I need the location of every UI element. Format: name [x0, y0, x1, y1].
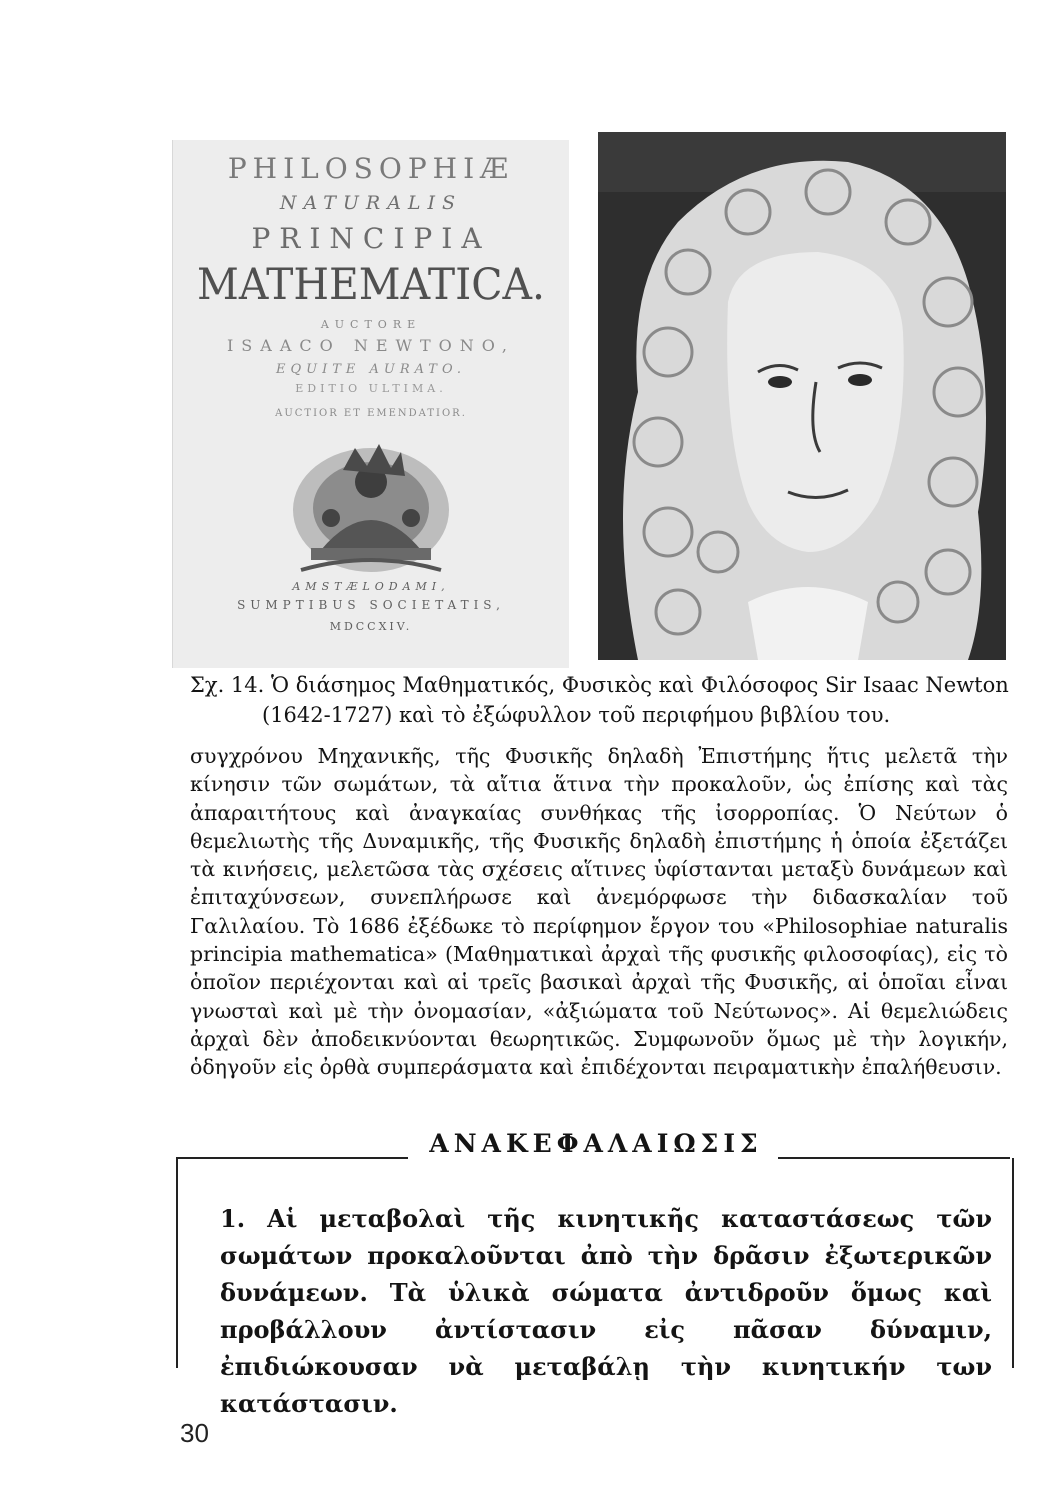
summary-heading: ΑΝΑΚΕΦΑΛΑΙΩΣΙΣ: [429, 1129, 763, 1158]
principia-title-page-image: [172, 140, 569, 668]
newton-portrait-image: [598, 132, 1006, 660]
figure-caption: [190, 670, 1010, 730]
summary-heading-bar: [176, 1127, 1010, 1161]
summary-box: [176, 1158, 1014, 1418]
title-page-line: NATURALIS: [279, 192, 463, 214]
page-number: 30: [180, 1418, 209, 1448]
title-page-line: ISAACO NEWTONO,: [226, 336, 515, 355]
title-page-line: AUCTIOR ET EMENDATIOR.: [275, 408, 467, 419]
caption-line: (1642-1727) καὶ τὸ ἐξώφυλλον τοῦ περιφήμου βιβλίου του.: [262, 703, 891, 727]
title-page-line: PHILOSOPHIÆ: [227, 152, 515, 185]
title-page-line: PRINCIPIA: [251, 222, 491, 255]
title-page-line: MDCCXIV.: [329, 620, 413, 633]
title-page-line: EDITIO ULTIMA.: [295, 382, 447, 395]
title-page-line: AUCTORE: [320, 318, 422, 331]
title-page-line: AMSTÆLODAMI,: [292, 580, 450, 593]
printer-emblem-engraving: [281, 430, 461, 580]
body-paragraph: συγχρόνου Μηχανικῆς, τῆς Φυσικῆς δηλαδὴ Ἐπιστήμης ἥτις μελετᾶ τὴν κίνησιν τῶν σωμάτων, τὰ αἴτια ἅτινα τὴν προκαλοῦν, ὡς ἐπίσης καὶ τὰς ἀπαραιτήτους καὶ ἀναγκαίας συνθήκας τῆς ἰσορροπίας. Ὁ Νεύτων ὁ θεμελιωτὴς τῆς Δυναμικῆς, τῆς Φυσικῆς δηλαδὴ ἐπιστήμης ἡ ὁποία ἐξετάζει τὰ κινήσεις, μελετῶσα τὰς σχέσεις αἵτινες ὑφίστανται μεταξὺ δυνάμεων καὶ ἐπιταχύνσεων, συνεπλήρωσε καὶ ἀνεμόρφωσε τὴν διδασκαλίαν τοῦ Γαλιλαίου. Τὸ 1686 ἐξέδωκε τὸ περίφημον ἔργον του «Philosophiae naturalis principia mathematica» (Μαθηματικαὶ ἀρχαὶ τῆς φυσικῆς φιλοσοφίας), εἰς τὸ ὁποῖον περιέχονται καὶ αἱ τρεῖς βασικαὶ ἀρχαὶ τῆς Φυσικῆς, αἱ ὁποῖαι εἶναι γνωσταὶ καὶ μὲ τὴν ὀνομασίαν, «ἀξιώματα τοῦ Νεύτωνος». Αἱ θεμελιώδεις ἀρχαὶ δὲν ἀποδεικνύονται θεωρητικῶς. Συμφωνοῦν ὅμως μὲ τὴν λογικήν, ὁδηγοῦν εἰς ὀρθὰ συμπεράσματα καὶ ἐπιδέχονται πειραματικὴν ἐπαλήθευσιν.: [190, 744, 1008, 1080]
title-page-line: SUMPTIBUS SOCIETATIS,: [237, 598, 505, 612]
title-page-line: EQUITE AURATO.: [275, 362, 467, 377]
title-page-line: MATHEMATICA.: [196, 260, 545, 310]
caption-line: Σχ. 14. Ὁ διάσημος Μαθηματικός, Φυσικὸς καὶ Φιλόσοφος Sir Isaac Newton: [190, 673, 1009, 697]
summary-item-1: 1. Αἱ μεταβολαὶ τῆς κινητικῆς καταστάσεως τῶν σωμάτων προκαλοῦνται ἀπὸ τὴν δρᾶσιν ἐξωτερικῶν δυνάμεων. Τὰ ὑλικὰ σώματα ἀντιδροῦν ὅμως καὶ προβάλλουν ἀντίστασιν εἰς πᾶσαν δύναμιν, ἐπιδιώκουσαν νὰ μεταβάλῃ τὴν κινητικήν των κατάστασιν.: [220, 1204, 992, 1418]
